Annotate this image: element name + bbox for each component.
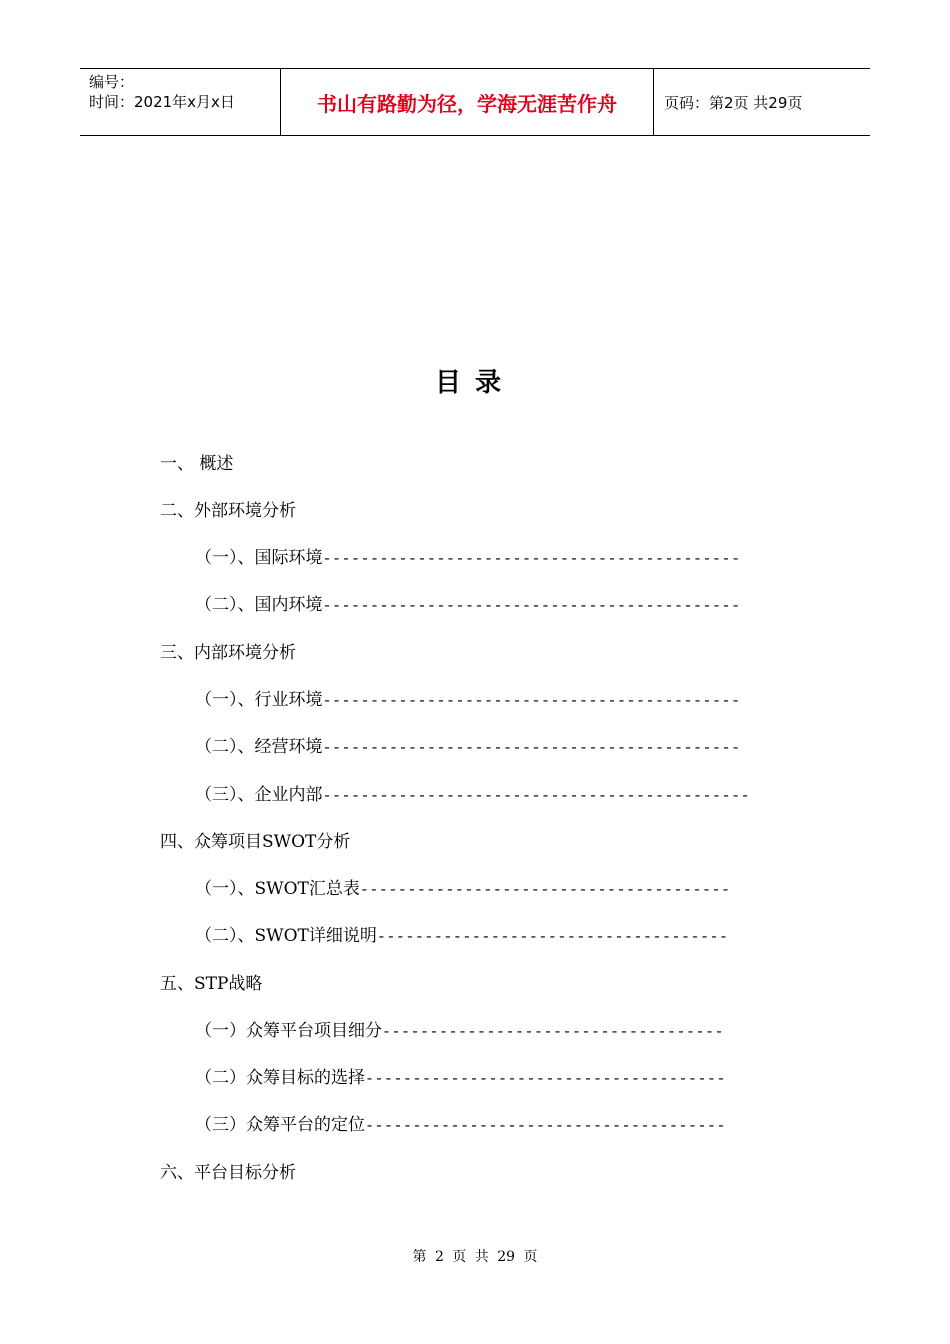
toc-entry-text: （一）、SWOT汇总表 — [195, 879, 360, 899]
toc-entry-text: 一、 概述 — [160, 454, 234, 474]
toc-entry-text: （三）、企业内部 — [195, 785, 323, 805]
toc-entry-leader: -------------------------------------------- — [322, 551, 741, 568]
document-time-label: 时间：2021年x月x日 — [89, 93, 235, 111]
toc-entry-text: 三、内部环境分析 — [160, 643, 296, 663]
toc-entry-text: （三）众筹平台的定位 — [195, 1115, 365, 1135]
toc-entry-text: 五、STP战略 — [160, 974, 263, 994]
toc-entry[interactable] — [195, 922, 728, 952]
header-page-info: 页码：第2页 共29页 — [664, 93, 803, 112]
toc-entry[interactable] — [195, 1064, 726, 1094]
toc-entry[interactable] — [195, 1017, 724, 1047]
toc-entry-leader: -------------------------------------------- — [322, 740, 741, 757]
toc-entry[interactable] — [160, 1159, 296, 1189]
toc-entry[interactable] — [160, 497, 296, 527]
toc-entry-leader: ------------------------------------ — [382, 1024, 725, 1041]
page-title: 目录 — [434, 368, 515, 398]
page-footer: 第 2 页 共 29 页 — [412, 1249, 538, 1265]
toc-entry[interactable] — [195, 781, 750, 811]
toc-entry[interactable] — [160, 639, 296, 669]
toc-entry-text: 六、平台目标分析 — [160, 1163, 296, 1183]
toc-entry[interactable] — [195, 686, 741, 716]
toc-entry-text: （二）、经营环境 — [195, 737, 323, 757]
toc-entry[interactable] — [195, 591, 741, 621]
toc-entry-leader: -------------------------------------- — [365, 1071, 727, 1088]
toc-entry-text: 四、众筹项目SWOT分析 — [160, 832, 351, 852]
header-motto: 书山有路勤为径，学海无涯苦作舟 — [281, 69, 654, 135]
toc-entry-text: （一）、行业环境 — [195, 690, 323, 710]
toc-entry-text: （二）众筹目标的选择 — [195, 1068, 365, 1088]
toc-entry-leader: --------------------------------------------- — [322, 788, 751, 805]
toc-entry[interactable] — [160, 828, 350, 858]
toc-entry[interactable] — [195, 1111, 726, 1141]
page-header — [80, 68, 870, 136]
toc-entry[interactable] — [160, 970, 262, 1000]
toc-entry-text: （二）、SWOT详细说明 — [195, 926, 377, 946]
toc-entry-text: （二）、国内环境 — [195, 595, 323, 615]
toc-entry-leader: -------------------------------------------- — [322, 693, 741, 710]
toc-entry-text: （一）众筹平台项目细分 — [195, 1021, 382, 1041]
toc-entry-text: 二、外部环境分析 — [160, 501, 296, 521]
toc-entry[interactable] — [195, 733, 741, 763]
toc-entry-leader: --------------------------------------- — [359, 882, 731, 899]
toc-entry-leader: -------------------------------------------- — [322, 598, 741, 615]
toc-entry[interactable] — [195, 875, 730, 905]
toc-entry-leader: -------------------------------------- — [365, 1118, 727, 1135]
toc-entry-leader: ------------------------------------- — [376, 929, 729, 946]
toc-entry-text: （一）、国际环境 — [195, 548, 323, 568]
document-number-label: 编号： — [89, 73, 135, 91]
toc-entry[interactable] — [160, 450, 233, 480]
header-meta — [80, 69, 281, 135]
toc-entry[interactable] — [195, 544, 741, 574]
